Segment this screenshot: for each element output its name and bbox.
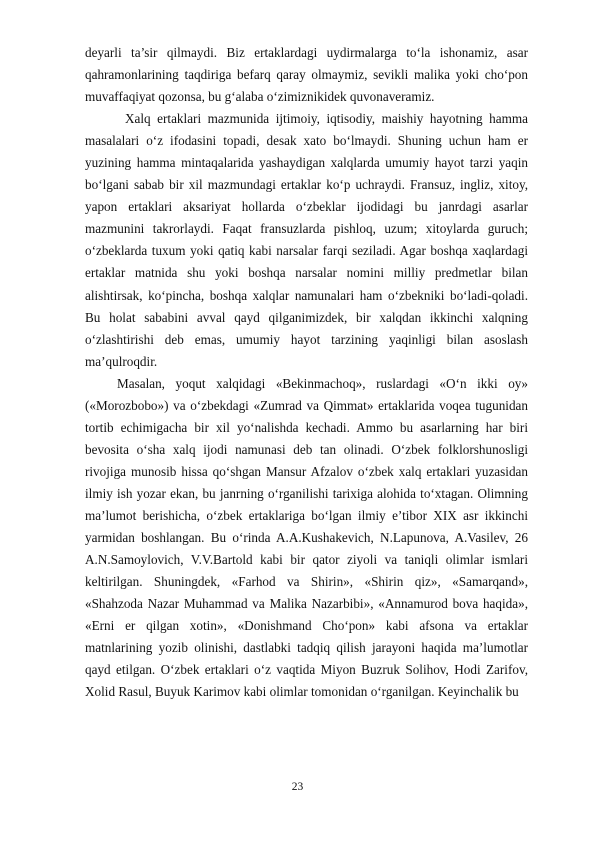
page-number: 23 bbox=[291, 781, 304, 793]
paragraph-continuation: deyarli ta’sir qilmaydi. Biz ertaklardagi uydirmalarga to‘la ishonamiz, asar qahramonlarining taqdiriga befarq qaray olmaymiz, sevikli malika yoki cho‘pon muvaffaqiyat qozonsa, bu g‘alaba o‘zimiznikidek quvonaveramiz. bbox=[85, 45, 528, 105]
paragraph-folk-tales-content: Xalq ertaklari mazmunida ijtimoiy, iqtisodiy, maishiy hayotning hamma masalalari o‘z ifodasini topadi, desak xato bo‘lmaydi. Shuning uchun ham er yuzining hamma mintaqalarida yashaydigan xalqlarda umumiy hayot tarzi yaqin bo‘lgani sabab bir xil mazmundagi ertaklar ko‘p uchraydi. Fransuz, ingliz, xitoy, yapon ertaklari aksariyat hollarda o‘zbeklar ijodidagi bu janrdagi asarlar mazmunini takrorlaydi. Faqat fransuzlarda pishloq, uzum; xitoylarda guruch; o‘zbeklarda tuxum yoki qatiq kabi narsalar farqi seziladi. Agar boshqa xaqlardagi ertaklar matnida shu yoki boshqa narsalar nomini milliy predmetlar bilan alishtirsak, ko‘pincha, boshqa xalqlar namunalari ham o‘zbekniki bo‘ladi-qoladi. Bu holat sababini avval qayd qilganimizdek, bir xalqdan ikkinchi xalqning o‘zlashtirishi deb emas, umumiy hayot tarzining yaqinligi bilan asoslash ma’qulroqdir. bbox=[85, 111, 528, 369]
paragraph-examples: Masalan, yoqut xalqidagi «Bekinmachoq», ruslardagi «O‘n ikki oy» («Morozbobo») va o‘zbekdagi «Zumrad va Qimmat» ertaklarida voqea tugunidan tortib echimigacha bir xil yo‘nalishda kechadi. Ammo bu asarlarning har biri bevosita o‘sha xalq ijodi namunasi deb tan olinadi. O‘zbek folklorshunosligi rivojiga munosib hissa qo‘shgan Mansur Afzalov o‘zbek xalq ertaklari yuzasidan ilmiy ish yozar ekan, bu janrning o‘rganilishi tarixiga alohida to‘xtagan. Olimning ma’lumot berishicha, o‘zbek ertaklariga bo‘lgan ilmiy e’tibor XIX asr ikkinchi yarmidan boshlangan. Bu o‘rinda A.A.Kushakevich, N.Lapunova, A.Vasilev, 26 A.N.Samoylovich, V.V.Bartold kabi bir qator ziyoli va taniqli olimlar ismlari keltirilgan. Shuningdek, «Farhod va Shirin», «Shirin qiz», «Samarqand», «Shahzoda Nazar Muhammad va Malika Nazarbibi», «Annamurod bova haqida», «Erni er qilgan xotin», «Donishmand Cho‘pon» kabi afsona va ertaklar matnlarining yozib olinishi, dastlabki tadqiq qilish jarayoni haqida ma’lumotlar qayd etilgan. O‘zbek ertaklari o‘z vaqtida Miyon Buzruk Solihov, Hodi Zarifov, Xolid Rasul, Buyuk Karimov kabi olimlar tomonidan o‘rganilgan. Keyinchalik bu bbox=[85, 375, 528, 700]
body-text bbox=[85, 42, 528, 703]
